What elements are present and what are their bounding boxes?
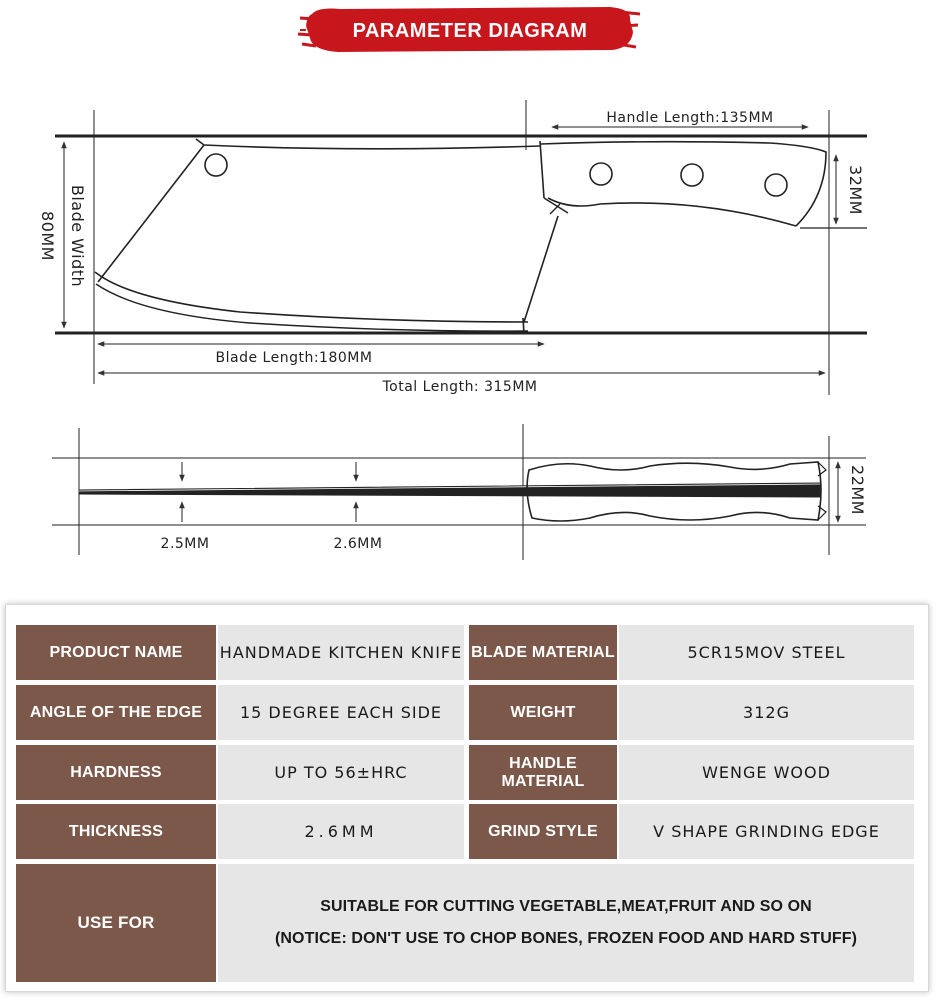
grind-style-value: V SHAPE GRINDING EDGE: [619, 804, 914, 859]
blade-material-label: BLADE MATERIAL: [469, 625, 617, 680]
diagram-title: PARAMETER DIAGRAM: [352, 20, 588, 42]
title-banner: [298, 7, 640, 52]
blade-length-label: Blade Length:180MM: [215, 350, 373, 366]
use-for-label: USE FOR: [16, 864, 216, 982]
weight-value: 312G: [619, 685, 914, 740]
thickness-mid-label: 2.6MM: [333, 536, 383, 552]
thickness-tip-label: 2.5MM: [160, 536, 210, 552]
hardness-label: HARDNESS: [16, 745, 216, 800]
handle-height-label: 32MM: [846, 165, 865, 215]
hardness-value: UP TO 56±HRC: [218, 745, 464, 800]
handle-thickness-label: 22MM: [848, 465, 867, 515]
weight-label: WEIGHT: [469, 685, 617, 740]
blade-width-value: 80MM: [38, 211, 57, 261]
grind-style-label: GRIND STYLE: [469, 804, 617, 859]
handle-rivet-3-icon: [765, 174, 787, 196]
total-length-label: Total Length: 315MM: [382, 379, 538, 395]
knife-side-view: [55, 100, 867, 395]
handle-rivet-1-icon: [590, 163, 612, 185]
blade-width-label: Blade Width: [68, 184, 87, 288]
angle-label: ANGLE OF THE EDGE: [16, 685, 216, 740]
use-for-notice: (NOTICE: DON'T USE TO CHOP BONES, FROZEN FOOD AND HARD STUFF): [274, 930, 858, 947]
use-for-line-1: SUITABLE FOR CUTTING VEGETABLE,MEAT,FRUIT AND SO ON: [320, 898, 812, 915]
blade-hole-icon: [205, 154, 227, 176]
handle-material-value: WENGE WOOD: [619, 745, 914, 800]
product-name-label: PRODUCT NAME: [16, 625, 216, 680]
handle-length-label: Handle Length:135MM: [606, 110, 774, 126]
spec-table: [5, 604, 929, 992]
blade-material-value: 5CR15MOV STEEL: [619, 625, 914, 680]
handle-material-label: HANDLE MATERIAL: [469, 745, 617, 800]
product-name-value: HANDMADE KITCHEN KNIFE: [218, 625, 464, 680]
handle-rivet-2-icon: [681, 164, 703, 186]
use-for-value: [218, 864, 914, 982]
thickness-value: 2.6MM: [218, 804, 464, 859]
angle-value: 15 DEGREE EACH SIDE: [218, 685, 464, 740]
thickness-label: THICKNESS: [16, 804, 216, 859]
